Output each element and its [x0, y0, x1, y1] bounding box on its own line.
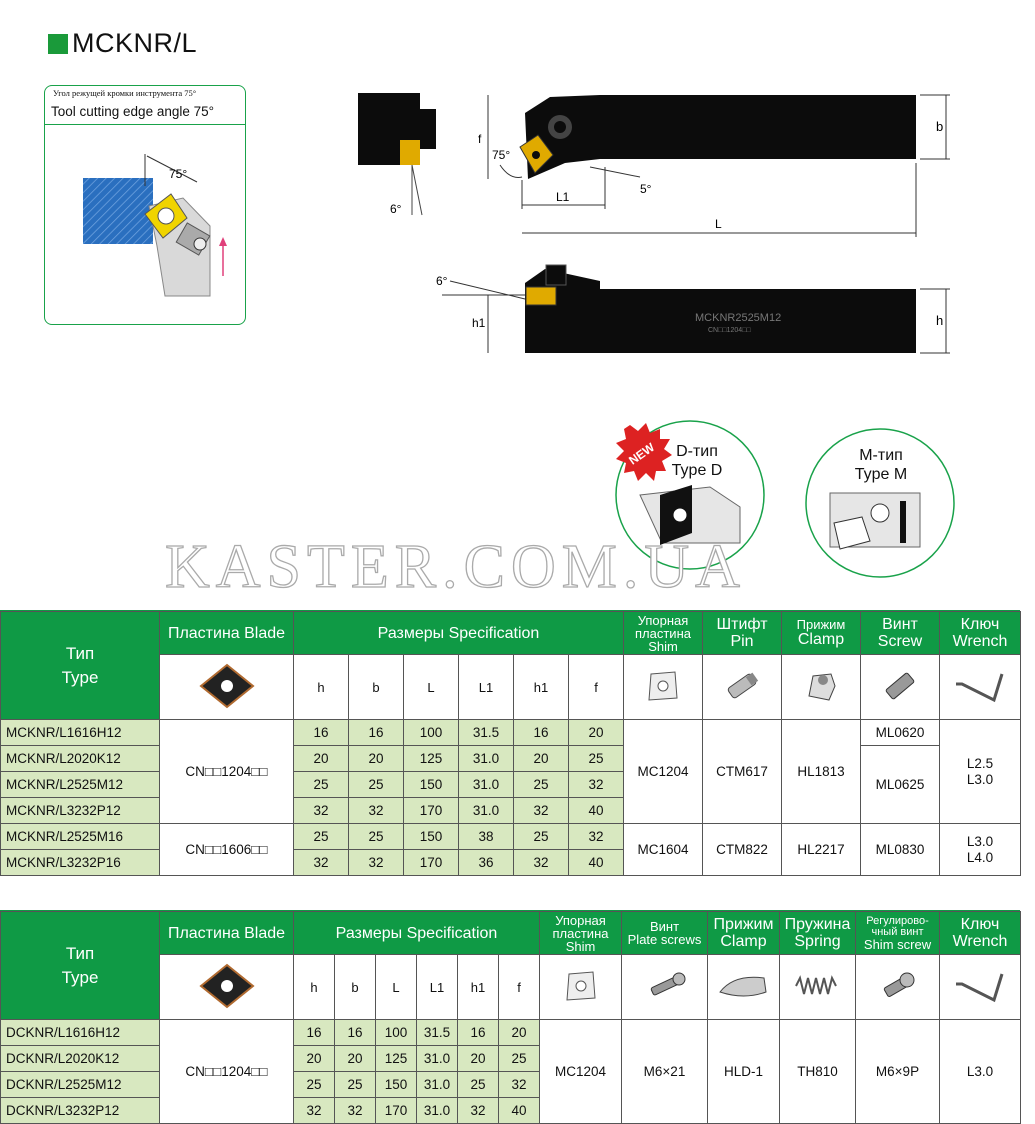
- blade-header: Пластина Blade: [160, 612, 294, 655]
- page-title: MCKNR/L: [48, 28, 197, 59]
- spec-table-mcknr: Тип Type Пластина Blade Размеры Specification Упорная пластина Shim Штифт Pin Прижим Clamp Винт Screw Ключ Wrench h b L L1 h1 f MCKNR/L1616H12 CN□□1204□□ 16 16 100 31.5 16 20 MC1204 CTM617 HL1813 ML0620 L2.5 L3.0 MCKNR/L2020K12 20 20 125 31.0 20 25 ML0625 MCKNR/L2525M12 25 25 150 31.0 25 32 MCKNR/L3232P12 32 32 170 31.0 32 40 MCKNR/L2525M16 CN□□1606□□ 25 25 150 38 25 32 MC1604 CTM822 HL2217 ML0830 L3.0 L4.0 MCKNR/L3232P16 32 32 170 36 32 40: [0, 611, 1021, 876]
- svg-text:h: h: [936, 313, 944, 328]
- svg-text:L1: L1: [556, 190, 570, 204]
- svg-text:5°: 5°: [640, 182, 652, 196]
- shim-header: Упорная пластина Shim: [624, 612, 703, 655]
- pin-icon: [703, 655, 782, 720]
- angle-diagram-box: [44, 85, 246, 325]
- spec-table-dcknr: Тип Type Пластина Blade Размеры Specification Упорная пластина Shim Винт Plate screws Прижим Clamp Пружина Spring Регулирово-чный винт Shim screw Ключ Wrench h b L L1 h1 f DCKNR/L1616H12 CN□□1204□□ 16 16 100 31.5 16 20 MC1204 M6×21 HLD-1 TH810 M6×9P L3.0 DCKNR/L2020K12 20 20 125 31.0 20 25 DCKNR/L2525M12 25 25 150 31.0 25 32 DCKNR/L3232P12 32 32 170 31.0 32 40: [0, 911, 1021, 1124]
- watermark: KASTER.COM.UA: [165, 533, 746, 601]
- wrench-header: Ключ Wrench: [940, 612, 1021, 655]
- wrench-icon: [940, 655, 1021, 720]
- title-marker-icon: [48, 34, 68, 54]
- table-row: MCKNR/L2525M16 CN□□1606□□ 25 25 150 38 25 32 MC1604 CTM822 HL2217 ML0830 L3.0 L4.0: [1, 824, 1021, 850]
- tool-holder-drawing: [350, 85, 970, 375]
- table-row: MCKNR/L2020K12 20 20 125 31.0 20 25 ML0625: [1, 746, 1021, 772]
- clamp-icon: [708, 955, 780, 1020]
- angle-caption-ru: Угол режущей кромки инструмента 75°: [53, 88, 197, 98]
- table-row: DCKNR/L2525M12 25 25 150 31.0 25 32: [1, 1072, 1021, 1098]
- spec-header: Размеры Specification: [294, 612, 624, 655]
- wrench-header: Ключ Wrench: [940, 912, 1021, 955]
- table-row: DCKNR/L1616H12 CN□□1204□□ 16 16 100 31.5 16 20 MC1204 M6×21 HLD-1 TH810 M6×9P L3.0: [1, 1020, 1021, 1046]
- table-row: MCKNR/L2525M12 25 25 150 31.0 25 32: [1, 772, 1021, 798]
- table-row: MCKNR/L3232P16 32 32 170 36 32 40: [1, 850, 1021, 876]
- shim-header: Упорная пластина Shim: [540, 912, 622, 955]
- table-row: DCKNR/L3232P12 32 32 170 31.0 32 40: [1, 1098, 1021, 1124]
- angle-diagram-illustration: [45, 86, 245, 324]
- svg-text:6°: 6°: [390, 202, 402, 216]
- spring-icon: [780, 955, 856, 1020]
- screw-icon: [861, 655, 940, 720]
- table-row: MCKNR/L3232P12 32 32 170 31.0 32 40: [1, 798, 1021, 824]
- svg-text:MCKNR2525M12: MCKNR2525M12: [695, 312, 782, 324]
- table-row: MCKNR/L1616H12 CN□□1204□□ 16 16 100 31.5 16 20 MC1204 CTM617 HL1813 ML0620 L2.5 L3.0: [1, 720, 1021, 746]
- svg-text:L: L: [715, 217, 722, 231]
- insert-icon: [160, 655, 294, 720]
- shim-screw-icon: [856, 955, 940, 1020]
- spring-header: Пружина Spring: [780, 912, 856, 955]
- type-m-label: M-тип Type M: [854, 447, 908, 483]
- svg-text:CN□□1204□□: CN□□1204□□: [708, 327, 751, 334]
- type-d-label: D-тип Type D: [671, 443, 723, 479]
- pin-header: Штифт Pin: [703, 612, 782, 655]
- plate-screw-icon: [622, 955, 708, 1020]
- table-row: DCKNR/L2020K12 20 20 125 31.0 20 25: [1, 1046, 1021, 1072]
- svg-text:6°: 6°: [436, 274, 448, 288]
- svg-text:f: f: [478, 132, 482, 146]
- type-header: Тип Type: [1, 912, 160, 1020]
- screw-header: Винт Screw: [861, 612, 940, 655]
- svg-text:75°: 75°: [492, 148, 511, 162]
- plate-screw-header: Винт Plate screws: [622, 912, 708, 955]
- svg-text:h1: h1: [472, 316, 486, 330]
- type-header: Тип Type: [1, 612, 160, 720]
- svg-text:b: b: [936, 119, 944, 134]
- wrench-icon: [940, 955, 1021, 1020]
- angle-caption-en: Tool cutting edge angle 75°: [51, 104, 215, 119]
- clamp-header: Прижим Clamp: [708, 912, 780, 955]
- clamp-icon: [782, 655, 861, 720]
- shim-icon: [624, 655, 703, 720]
- insert-icon: [160, 955, 294, 1020]
- blade-header: Пластина Blade: [160, 912, 294, 955]
- shim-screw-header: Регулирово-чный винт Shim screw: [856, 912, 940, 955]
- svg-text:NEW: NEW: [626, 440, 658, 468]
- shim-icon: [540, 955, 622, 1020]
- clamp-header: Прижим Clamp: [782, 612, 861, 655]
- spec-header: Размеры Specification: [294, 912, 540, 955]
- svg-text:75°: 75°: [169, 167, 188, 181]
